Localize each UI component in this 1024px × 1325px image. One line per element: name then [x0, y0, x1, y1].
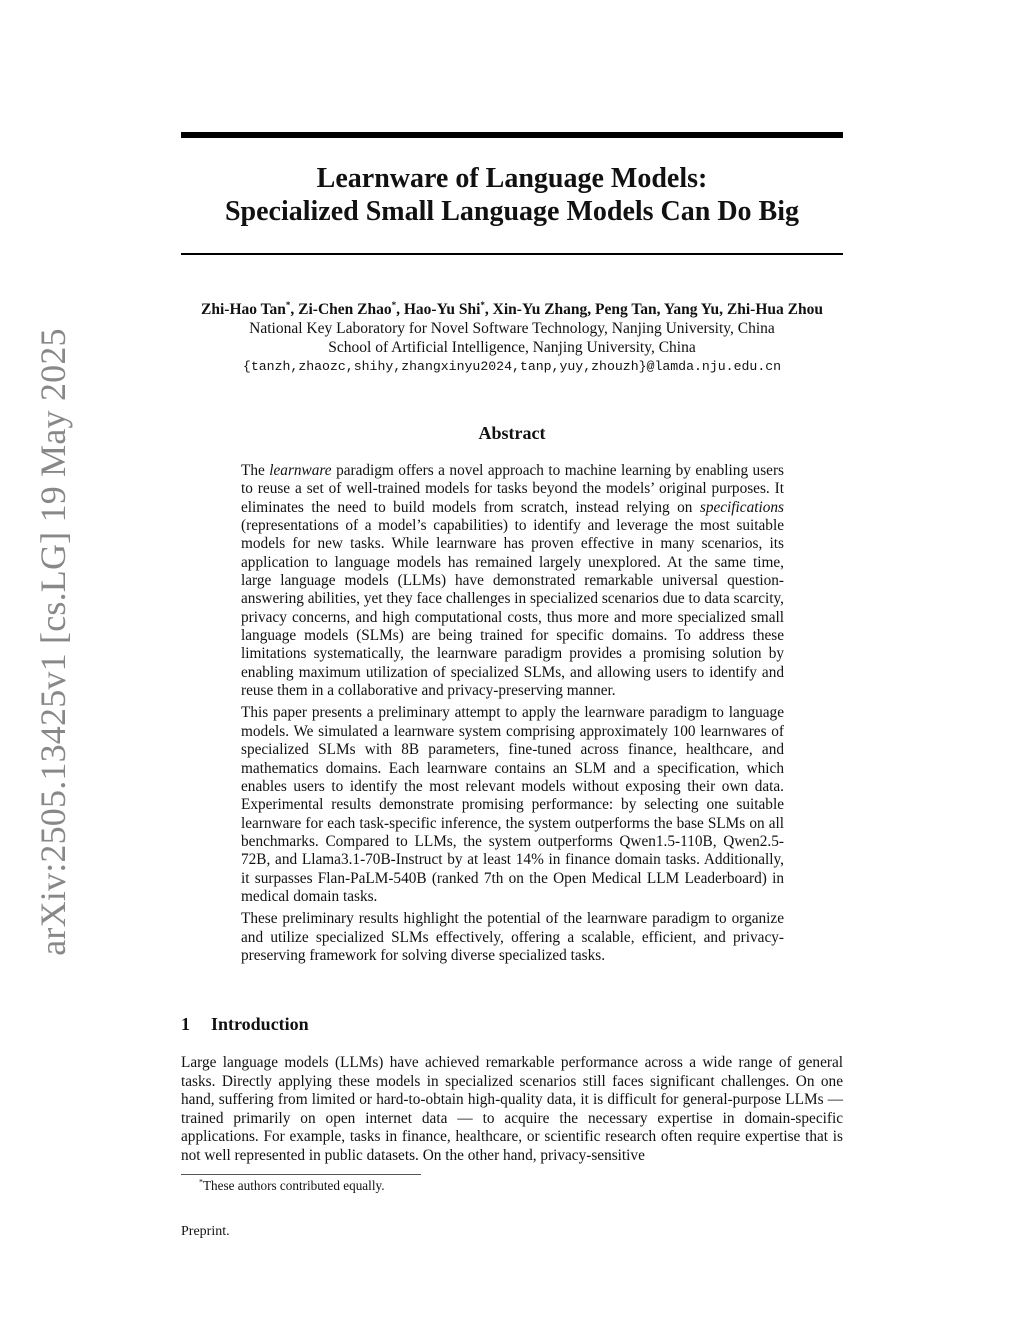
- paper-title: [181, 162, 843, 228]
- author: Yang Yu,: [663, 301, 727, 318]
- affiliation-2: School of Artificial Intelligence, Nanjing University, China: [328, 339, 696, 356]
- affiliation-1: National Key Laboratory for Novel Software Technology, Nanjing University, China: [249, 320, 775, 337]
- abstract-paragraph-2: This paper presents a preliminary attempt to apply the learnware paradigm to language models. We simulated a learnware system comprising approximately 100 learnwares of specialized SLMs with 8B parameters, fine-tuned across finance, healthcare, and mathematics domains. Each learnware contains an SLM and a specification, which enables users to identify the most relevant models without exposing their own data. Experimental results demonstrate promising performance: by selecting one suitable learnware for each task-specific inference, the system outperforms the base SLMs on all benchmarks. Compared to LLMs, the system outperforms Qwen1.5-110B, Qwen2.5-72B, and Llama3.1-70B-Instruct by at least 14% in finance domain tasks. Additionally, it surpasses Flan-PaLM-540B (ranked 7th on the Open Medical LLM Leaderboard) in medical domain tasks.: [241, 704, 784, 905]
- author-emails: {tanzh,zhaozc,shihy,zhangxinyu2024,tanp,yuy,zhouzh}@lamda.nju.edu.cn: [242, 359, 782, 374]
- specifications-term: specifications: [699, 498, 784, 516]
- arxiv-identifier: arXiv:2505.13425v1 [cs.LG] 19 May 2025: [33, 328, 73, 956]
- footnote-rule: [181, 1174, 421, 1175]
- author-names: [181, 300, 843, 319]
- footnote: [199, 1178, 385, 1194]
- abstract-body: [241, 462, 784, 969]
- section-number: 1: [181, 1014, 190, 1034]
- title-line-2: Specialized Small Language Models Can Do Big: [224, 196, 800, 227]
- footnote-mark: *: [199, 1177, 203, 1187]
- abstract-paragraph-3: These preliminary results highlight the potential of the learnware paradigm to organize and utilize specialized SLMs effectively, offering a scalable, efficient, and privacy-preserving framework for solving diverse specialized tasks.: [241, 910, 784, 964]
- introduction-paragraph: Large language models (LLMs) have achieved remarkable performance across a wide range of general tasks. Directly applying these models in specialized scenarios still faces significant challenges. On one hand, suffering from limited or hard-to-obtain high-quality data, it is difficult for general-purpose LLMs — trained primarily on open internet data — to acquire the necessary expertise in domain-specific applications. For example, tasks in finance, healthcare, or scientific research often require expertise that is not well represented in public datasets. On the other hand, privacy-sensitive: [181, 1054, 843, 1164]
- author: Peng Tan,: [595, 301, 664, 318]
- title-top-rule: [181, 132, 843, 138]
- author: Xin-Yu Zhang,: [492, 301, 596, 318]
- author: Zi-Chen Zhao*,: [298, 299, 404, 318]
- footnote-text: These authors contributed equally.: [203, 1178, 385, 1193]
- author: Hao-Yu Shi*,: [403, 299, 493, 318]
- title-bottom-rule: [181, 253, 843, 255]
- author: Zhi-Hao Tan*,: [201, 299, 299, 318]
- section-title: Introduction: [211, 1014, 309, 1034]
- learnware-term: learnware: [269, 462, 332, 479]
- abstract-paragraph-1: The learnware paradigm offers a novel approach to machine learning by enabling users to reuse a set of well-trained models for tasks beyond the models’ original purposes. It eliminates the need to build models from scratch, instead relying on specifications (representations of a model’s capabilities) to identify and leverage the most suitable models for new tasks. While learnware has proven effective in many scenarios, its application to language models has remained largely unexplored. At the same time, large language models (LLMs) have demonstrated remarkable universal question-answering abilities, yet they face challenges in specialized scenarios due to data scarcity, privacy concerns, and high computational costs, thus more and more specialized small language models (SLMs) are being trained for specific domains. To address these limitations systematically, the learnware paradigm provides a promising solution by enabling maximum utilization of specialized SLMs, and allowing users to identify and reuse them in a collaborative and privacy-preserving manner.: [241, 462, 784, 700]
- author-block: [181, 300, 843, 376]
- section-heading-introduction: [181, 1014, 309, 1035]
- author: Zhi-Hua Zhou: [726, 301, 823, 318]
- title-line-1: Learnware of Language Models:: [316, 163, 708, 194]
- preprint-label: Preprint.: [181, 1224, 230, 1239]
- abstract-heading: Abstract: [478, 423, 546, 443]
